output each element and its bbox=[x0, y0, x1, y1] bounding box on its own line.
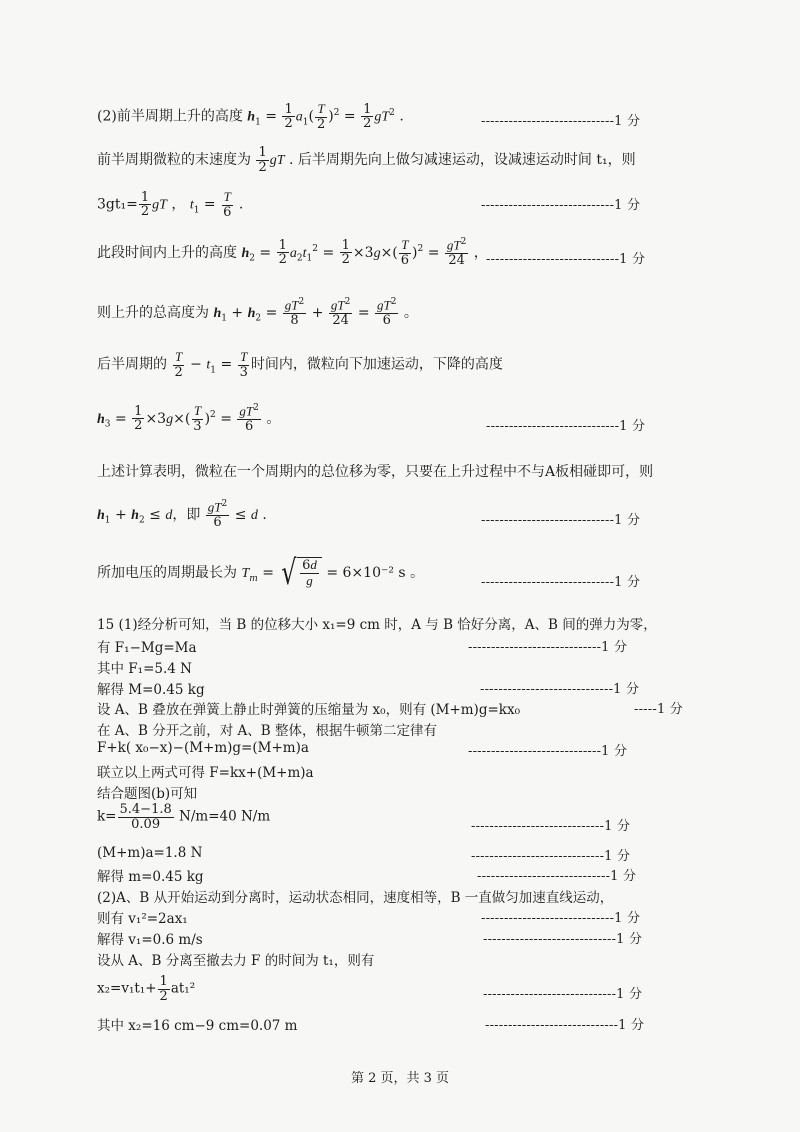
score-15: -----------------------------1 分 bbox=[483, 932, 643, 947]
line-max-period: 所加电压的周期最长为 $T_m$ = √ $\frac{6d}{g}$ = 6×10⁻² s 。 bbox=[97, 553, 425, 593]
q15-t1: 设从 A、B 分离至撤去力 F 的时间为 t₁，则有 bbox=[97, 953, 375, 969]
score-7: -----------------------------1 分 bbox=[468, 640, 628, 655]
q15-v1: 解得 v₁=0.6 m/s bbox=[97, 932, 203, 948]
q15-x2: 其中 x₂=16 cm−9 cm=0.07 m bbox=[97, 1018, 298, 1034]
q15-small-m: 解得 m=0.45 kg bbox=[97, 869, 204, 885]
score-6: -----------------------------1 分 bbox=[481, 575, 641, 590]
q15-combine: 联立以上两式可得 F=kx+(M+m)a bbox=[97, 765, 314, 781]
q15-eq2: F+k( x₀−x)−(M+m)g=(M+m)a bbox=[97, 740, 309, 756]
line-second-half: 后半周期的 $\frac{T}{2}$ − $t_1$ = $\frac{T}{3}$ 时间内，微粒向下加速运动，下降的高度 bbox=[97, 349, 503, 380]
line-h1: (2)前半周期上升的高度 $h_1$ = $\frac{1}{2}$ $a_1$( $\frac{T}{2}$ )$^2$ = $\frac{1}{2}$ $gT^2$ . bbox=[97, 101, 404, 132]
score-9: -----1 分 bbox=[634, 702, 683, 717]
q15-k: k= $\frac{5.4-1.8}{0.09}$ N/m=40 N/m bbox=[97, 802, 271, 832]
score-3: -----------------------------1 分 bbox=[486, 252, 646, 267]
score-13: -----------------------------1 分 bbox=[477, 869, 637, 884]
line-h3: $h_3$ = $\frac{1}{2}$ ×3g×( $\frac{T}{3}$ )$^2$ = $\frac{gT^2}{6}$ 。 bbox=[97, 403, 281, 434]
q15-newton: 在 A、B 分开之前，对 A、B 整体，根据牛顿第二定律有 bbox=[97, 723, 438, 739]
line-t1: 3gt₁= $\frac{1}{2}$ gT ， $t_1$ = $\frac{T}{6}$ . bbox=[97, 189, 244, 220]
score-2: -----------------------------1 分 bbox=[481, 198, 641, 213]
q15-f1: 其中 F₁=5.4 N bbox=[97, 661, 192, 677]
line-condition: $h_1 + h_2 \le d$，即 $\frac{gT^2}{6}$ ≤ d . bbox=[97, 499, 267, 530]
score-1: -----------------------------1 分 bbox=[481, 114, 641, 129]
q15-m: 解得 M=0.45 kg bbox=[97, 682, 205, 698]
q15-x0: 设 A、B 叠放在弹簧上静止时弹簧的压缩量为 x₀，则有 (M+m)g=kx₀ bbox=[97, 702, 520, 718]
q15-eq1: 有 F₁−Mg=Ma bbox=[97, 640, 197, 656]
score-10: -----------------------------1 分 bbox=[468, 744, 628, 759]
line-conclusion: 上述计算表明，微粒在一个周期内的总位移为零，只要在上升过程中不与A板相碰即可，则 bbox=[97, 464, 654, 480]
line-v-end: 前半周期微粒的末速度为 $\frac{1}{2}$ gT . 后半周期先向上做匀减速运动，设减速运动时间 t₁，则 bbox=[97, 145, 636, 175]
score-4: -----------------------------1 分 bbox=[486, 419, 646, 434]
line-total-height: 则上升的总高度为 $h_1 + h_2$ = $\frac{gT^2}{8}$ + $\frac{gT^2}{24}$ = $\frac{gT^2}{6}$ 。 bbox=[97, 297, 418, 328]
q15-ma: (M+m)a=1.8 N bbox=[97, 845, 203, 861]
score-14: -----------------------------1 分 bbox=[481, 911, 641, 926]
q15-part2: (2)A、B 从开始运动到分离时，运动状态相同，速度相等，B 一直做匀加速直线运动， bbox=[97, 890, 614, 906]
score-16: -----------------------------1 分 bbox=[483, 987, 643, 1002]
score-12: -----------------------------1 分 bbox=[471, 849, 631, 864]
score-11: -----------------------------1 分 bbox=[471, 819, 631, 834]
q15-intro: 15 (1)经分析可知，当 B 的位移大小 x₁=9 cm 时，A 与 B 恰好分离，A、B 间的弹力为零， bbox=[97, 617, 657, 633]
score-5: -----------------------------1 分 bbox=[481, 513, 641, 528]
page-footer: 第 2 页，共 3 页 bbox=[350, 1071, 450, 1086]
score-8: -----------------------------1 分 bbox=[480, 682, 640, 697]
q15-x2-eq: x₂=v₁t₁+ $\frac{1}{2}$ at₁² bbox=[97, 974, 196, 1004]
line-h2: 此段时间内上升的高度 $h_2$ = $\frac{1}{2}$ $a_2t_1^2$ = $\frac{1}{2}$ ×3g×( $\frac{T}{6}$ )$^2$ = $\frac{gT^2}{24}$ ， bbox=[97, 237, 488, 268]
q15-v1-eq: 则有 v₁²=2ax₁ bbox=[97, 911, 188, 927]
q15-figure-b: 结合题图(b)可知 bbox=[97, 786, 198, 802]
score-17: -----------------------------1 分 bbox=[485, 1018, 645, 1033]
